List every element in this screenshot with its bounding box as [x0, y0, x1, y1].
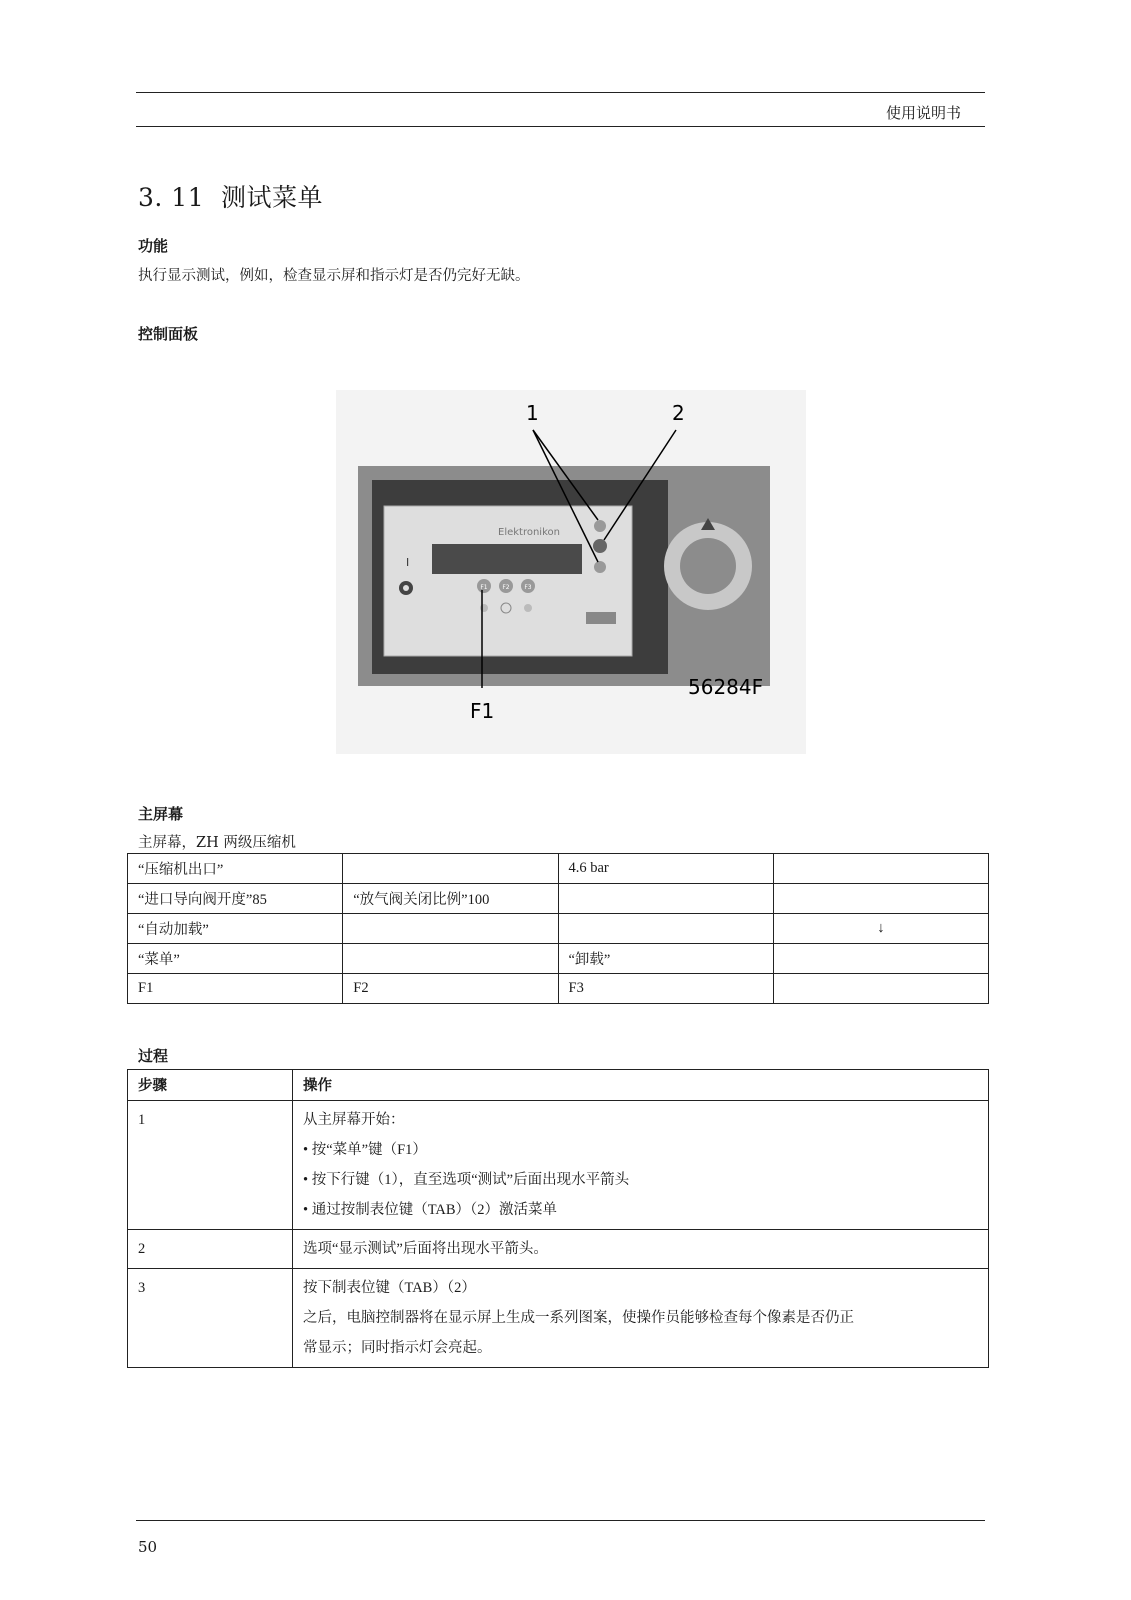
- key-f2-label: F2: [502, 584, 510, 591]
- main-screen-heading: 主屏幕: [138, 805, 184, 823]
- panel-brand: Elektronikon: [498, 527, 560, 538]
- action-line: 之后，电脑控制器将在显示屏上生成一系列图案，使操作员能够检查每个像素是否仍正: [303, 1310, 854, 1326]
- table-cell: [343, 914, 558, 944]
- table-cell: [773, 854, 988, 884]
- table-cell: “菜单”: [128, 944, 343, 974]
- page-number: 50: [138, 1538, 158, 1556]
- step-action: [293, 1101, 989, 1230]
- table-row: [128, 854, 989, 884]
- callout-f1: F1: [470, 699, 495, 723]
- table-row: [128, 944, 989, 974]
- action-line: • 按下行键（1），直至选项“测试”后面出现水平箭头: [303, 1172, 630, 1188]
- main-screen-caption: 主屏幕，ZH 两级压缩机: [138, 835, 296, 851]
- callout-1: 1: [526, 401, 539, 425]
- table-cell: “放气阀关闭比例”100: [343, 884, 558, 914]
- action-line: • 通过按制表位键（TAB）（2）激活菜单: [303, 1202, 558, 1218]
- section-number: 3. 11: [138, 183, 205, 212]
- header-rule-bottom: [136, 126, 985, 127]
- callout-2: 2: [672, 401, 685, 425]
- down-arrow-icon: ↓: [773, 914, 988, 944]
- action-line: 按下制表位键（TAB）（2）: [303, 1280, 476, 1296]
- action-line: • 按“菜单”键（F1）: [303, 1142, 427, 1158]
- table-row: [128, 914, 989, 944]
- table-cell: [343, 944, 558, 974]
- step-action: [293, 1230, 989, 1269]
- action-line: 从主屏幕开始：: [303, 1112, 405, 1128]
- function-heading: 功能: [138, 237, 169, 255]
- step-number: [128, 1101, 293, 1230]
- table-cell: [558, 884, 773, 914]
- step-number: [128, 1269, 293, 1368]
- table-cell: “自动加载”: [128, 914, 343, 944]
- step-action: [293, 1269, 989, 1368]
- key-up: [594, 520, 606, 532]
- table-cell: [773, 884, 988, 914]
- main-screen-table: [127, 853, 989, 1004]
- table-cell: F3: [558, 974, 773, 1004]
- table-header-row: [128, 1070, 989, 1101]
- footer-rule: [136, 1520, 985, 1521]
- col-action-header: 操作: [293, 1070, 989, 1101]
- action-line: 常显示；同时指示灯会亮起。: [303, 1340, 492, 1356]
- procedure-table: [127, 1069, 989, 1368]
- function-text: 执行显示测试，例如，检查显示屏和指示灯是否仍完好无缺。: [138, 268, 530, 284]
- key-f1-label: F1: [480, 584, 488, 591]
- control-panel-figure: [336, 390, 806, 754]
- control-panel-heading: 控制面板: [138, 325, 199, 343]
- running-header: 使用说明书: [885, 104, 961, 122]
- table-cell: F1: [128, 974, 343, 1004]
- key-down: [594, 561, 606, 573]
- start-symbol: I: [406, 556, 410, 569]
- header-rule-top: [136, 92, 985, 93]
- table-cell: “进口导向阀开度”85: [128, 884, 343, 914]
- table-row: [128, 1269, 989, 1368]
- table-cell: [343, 854, 558, 884]
- table-cell: [773, 974, 988, 1004]
- figure-code: 56284F: [688, 675, 764, 699]
- step-number-text: 3: [138, 1280, 146, 1296]
- table-row: [128, 1101, 989, 1230]
- table-cell: 4.6 bar: [558, 854, 773, 884]
- table-cell: [773, 944, 988, 974]
- section-name: 测试菜单: [221, 183, 324, 212]
- step-number-text: 2: [138, 1241, 146, 1257]
- section-title: [138, 178, 323, 214]
- step-number-text: 1: [138, 1112, 146, 1128]
- table-row: [128, 1230, 989, 1269]
- procedure-heading: 过程: [138, 1047, 169, 1065]
- table-cell: [558, 914, 773, 944]
- key-f3-label: F3: [524, 584, 532, 591]
- table-cell: F2: [343, 974, 558, 1004]
- key-tab: [593, 539, 607, 553]
- table-cell: “压缩机出口”: [128, 854, 343, 884]
- table-row: [128, 884, 989, 914]
- step-number: [128, 1230, 293, 1269]
- table-cell: “卸载”: [558, 944, 773, 974]
- table-row: [128, 974, 989, 1004]
- col-step-header: 步骤: [128, 1070, 293, 1101]
- action-line: 选项“显示测试”后面将出现水平箭头。: [303, 1241, 548, 1257]
